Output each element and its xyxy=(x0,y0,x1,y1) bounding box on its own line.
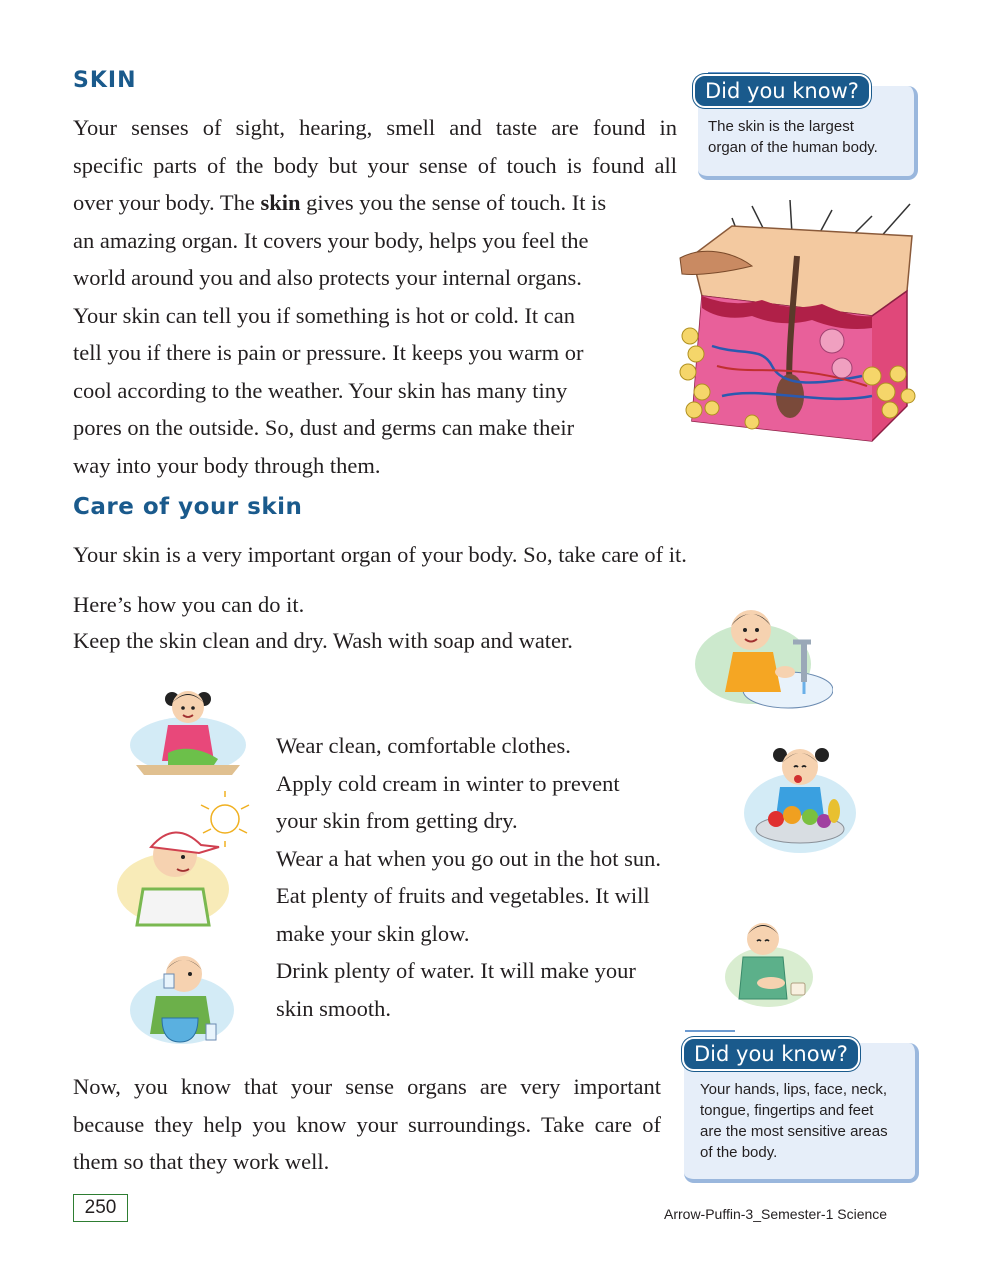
sweat-gland xyxy=(820,329,844,353)
did-you-know-line-1: Your hands, lips, face, neck, xyxy=(700,1081,888,1098)
did-you-know-label: Did you know? xyxy=(682,1037,860,1071)
skin-line-9: pores on the outside. So, dust and germs can make their xyxy=(73,415,575,440)
care-tip-wash: Keep the skin clean and dry. Wash with soap and water. xyxy=(73,628,573,653)
skin-cross-section-illustration xyxy=(672,196,920,442)
skin-line-3 xyxy=(73,184,677,222)
care-tip-line: Wear a hat when you go out in the hot sun. xyxy=(276,845,661,871)
skin-paragraph xyxy=(73,109,677,484)
skin-heading: SKIN xyxy=(73,68,137,93)
boy-washing-hands-illustration xyxy=(693,592,833,710)
boy-drinking-water-illustration xyxy=(128,946,240,1046)
care-tip-line: Drink plenty of water. It will make your xyxy=(276,958,636,983)
care-tips-list xyxy=(276,727,661,1027)
care-tip-line: your skin from getting dry. xyxy=(276,808,518,833)
did-you-know-line-3: are the most sensitive areas xyxy=(700,1123,888,1140)
did-you-know-dash xyxy=(685,1030,735,1032)
did-you-know-line-2: tongue, fingertips and feet xyxy=(700,1102,874,1119)
skin-line-6: Your skin can tell you if something is hot or cold. It can xyxy=(73,302,576,328)
conclusion-line-1: Now, you know that your sense organs are very important xyxy=(73,1074,661,1099)
girl-eating-fruits-illustration xyxy=(740,737,860,857)
conclusion-line-2: because they help you know your surroundings. Take care of xyxy=(73,1111,661,1137)
did-you-know-label: Did you know? xyxy=(693,74,871,108)
page-number: 250 xyxy=(73,1194,128,1222)
conclusion-line-3: them so that they work well. xyxy=(73,1149,330,1174)
care-tip-line: Wear clean, comfortable clothes. xyxy=(276,733,571,758)
conclusion-paragraph xyxy=(73,1068,661,1181)
care-tip-line: Eat plenty of fruits and vegetables. It will xyxy=(276,883,650,908)
skin-line-4: an amazing organ. It covers your body, helps you feel the xyxy=(73,227,589,253)
sun xyxy=(211,805,239,833)
care-tip-line: skin smooth. xyxy=(276,995,392,1021)
boy-with-hat-illustration xyxy=(113,789,253,927)
cream-jar xyxy=(791,983,805,995)
care-heading: Care of your skin xyxy=(73,494,303,520)
skin-line-10: way into your body through them. xyxy=(73,452,381,478)
girl-clothes-illustration xyxy=(128,675,248,775)
skin-line-2: specific parts of the body but your sense of touch is found all xyxy=(73,152,677,178)
oil-gland xyxy=(832,358,852,378)
skin-line-1: Your senses of sight, hearing, smell and taste are found in xyxy=(73,115,677,140)
did-you-know-line-4: of the body. xyxy=(700,1144,778,1161)
skin-line-5: world around you and also protects your internal organs. xyxy=(73,265,582,290)
skin-line-7: tell you if there is pain or pressure. It keeps you warm or xyxy=(73,340,584,365)
care-intro: Your skin is a very important organ of your body. So, take care of it. xyxy=(73,542,687,567)
care-tip-line: Apply cold cream in winter to prevent xyxy=(276,770,620,796)
care-tip-line: make your skin glow. xyxy=(276,920,470,946)
care-howto: Here’s how you can do it. xyxy=(73,592,305,617)
did-you-know-line-2: organ of the human body. xyxy=(708,139,878,156)
book-title-footer: Arrow-Puffin-3_Semester-1 Science xyxy=(664,1206,888,1222)
skin-bold-word: skin xyxy=(260,190,301,215)
did-you-know-line-1: The skin is the largest xyxy=(708,118,854,135)
boy-applying-cream-illustration xyxy=(723,913,815,1009)
skin-line-8: cool according to the weather. Your skin has many tiny xyxy=(73,377,568,403)
skin-line-3-start: over your body. The xyxy=(73,190,261,215)
skin-line-3-end: gives you the sense of touch. It is xyxy=(300,190,607,215)
